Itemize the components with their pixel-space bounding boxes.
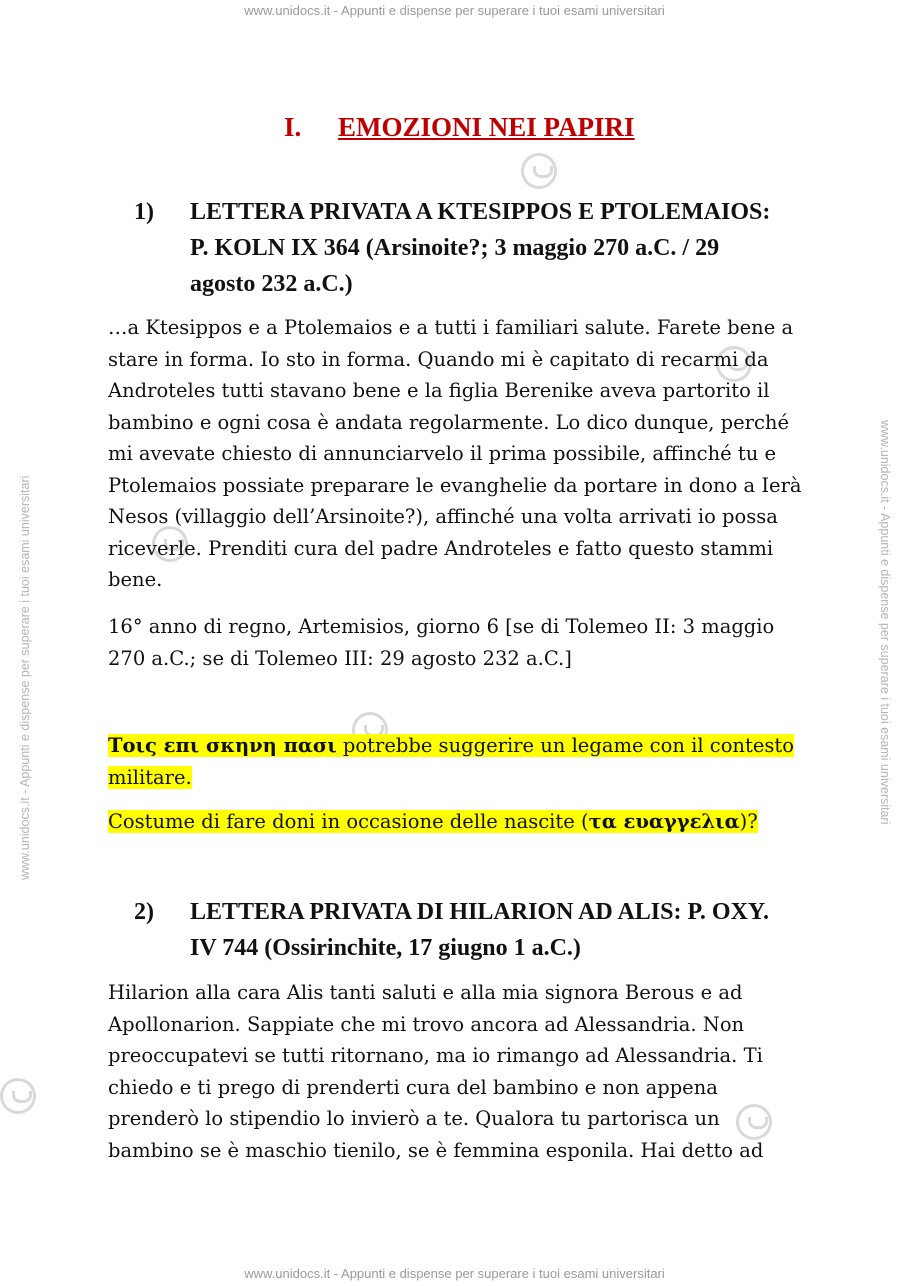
- letter2-number: 2): [134, 899, 154, 925]
- letter2-body: Hilarion alla cara Alis tanti saluti e alla mia signora Berous e ad Apollonarion. Sappiate che mi trovo ancora ad Alessandria. Non preoccupatevi se tutti ritornano, ma io rimango ad Alessandria. Ti chiedo e ti prego di prenderti cura del bambino e non appena prenderò lo stipendio lo invierò a te. Qualora tu partorisca un bambino se è maschio tienilo, se è femmina esponila. Hai detto ad: [108, 981, 764, 1162]
- watermark-top: www.unidocs.it - Appunti e dispense per superare i tuoi esami universitari: [244, 3, 665, 18]
- watermark-logo-icon: [521, 153, 557, 189]
- note2-text-after: )?: [739, 810, 758, 833]
- note2-text-before: Costume di fare doni in occasione delle nascite (: [108, 810, 589, 833]
- note2-greek: τα ευαγγελια: [588, 810, 740, 833]
- watermark-bottom: www.unidocs.it - Appunti e dispense per superare i tuoi esami universitari: [244, 1266, 665, 1281]
- letter2-heading: [134, 894, 774, 966]
- section-number: I.: [284, 112, 302, 142]
- section-heading: [284, 112, 635, 143]
- note-military-context: [108, 730, 808, 793]
- watermark-left: www.unidocs.it - Appunti e dispense per superare i tuoi esami universitari: [18, 475, 32, 880]
- letter1-body: …a Ktesippos e a Ptolemaios e a tutti i familiari salute. Farete bene a stare in forma. Io sto in forma. Quando mi è capitato di recarmi da Androteles tutti stavano bene e la figlia Berenike aveva partorito il bambino e ogni cosa è andata regolarmente. Lo dico dunque, perché mi avevate chiesto di annunciarvelo il prima possibile, affinché tu e Ptolemaios possiate preparare le evanghelie da portare in dono a Ierà Nesos (villaggio dell’Arsinoite?), affinché una volta arrivati io possa riceverle. Prenditi cura del padre Androteles e fatto questo stammi bene.: [108, 316, 802, 591]
- section-title: EMOZIONI NEI PAPIRI: [338, 112, 635, 142]
- letter2-title: LETTERA PRIVATA DI HILARION AD ALIS: P. OXY. IV 744 (Ossirinchite, 17 giugno 1 a.C.): [190, 899, 770, 961]
- note1-text: potrebbe suggerire un legame con il contesto militare.: [108, 734, 794, 789]
- letter1-heading: [134, 194, 774, 302]
- note-birth-gifts: [108, 806, 808, 838]
- watermark-right: www.unidocs.it - Appunti e dispense per superare i tuoi esami universitari: [878, 420, 892, 825]
- letter1-date: 16° anno di regno, Artemisios, giorno 6 [se di Tolemeo II: 3 maggio 270 a.C.; se di Tolemeo III: 29 agosto 232 a.C.]: [108, 615, 775, 670]
- letter1-title: LETTERA PRIVATA A KTESIPPOS E PTOLEMAIOS: P. KOLN IX 364 (Arsinoite?; 3 maggio 270 a.C. / 29 agosto 232 a.C.): [190, 199, 771, 297]
- note1-greek: Τοις επι σκηνη πασι: [108, 734, 337, 757]
- letter1-number: 1): [134, 199, 154, 225]
- watermark-logo-icon: [0, 1078, 36, 1114]
